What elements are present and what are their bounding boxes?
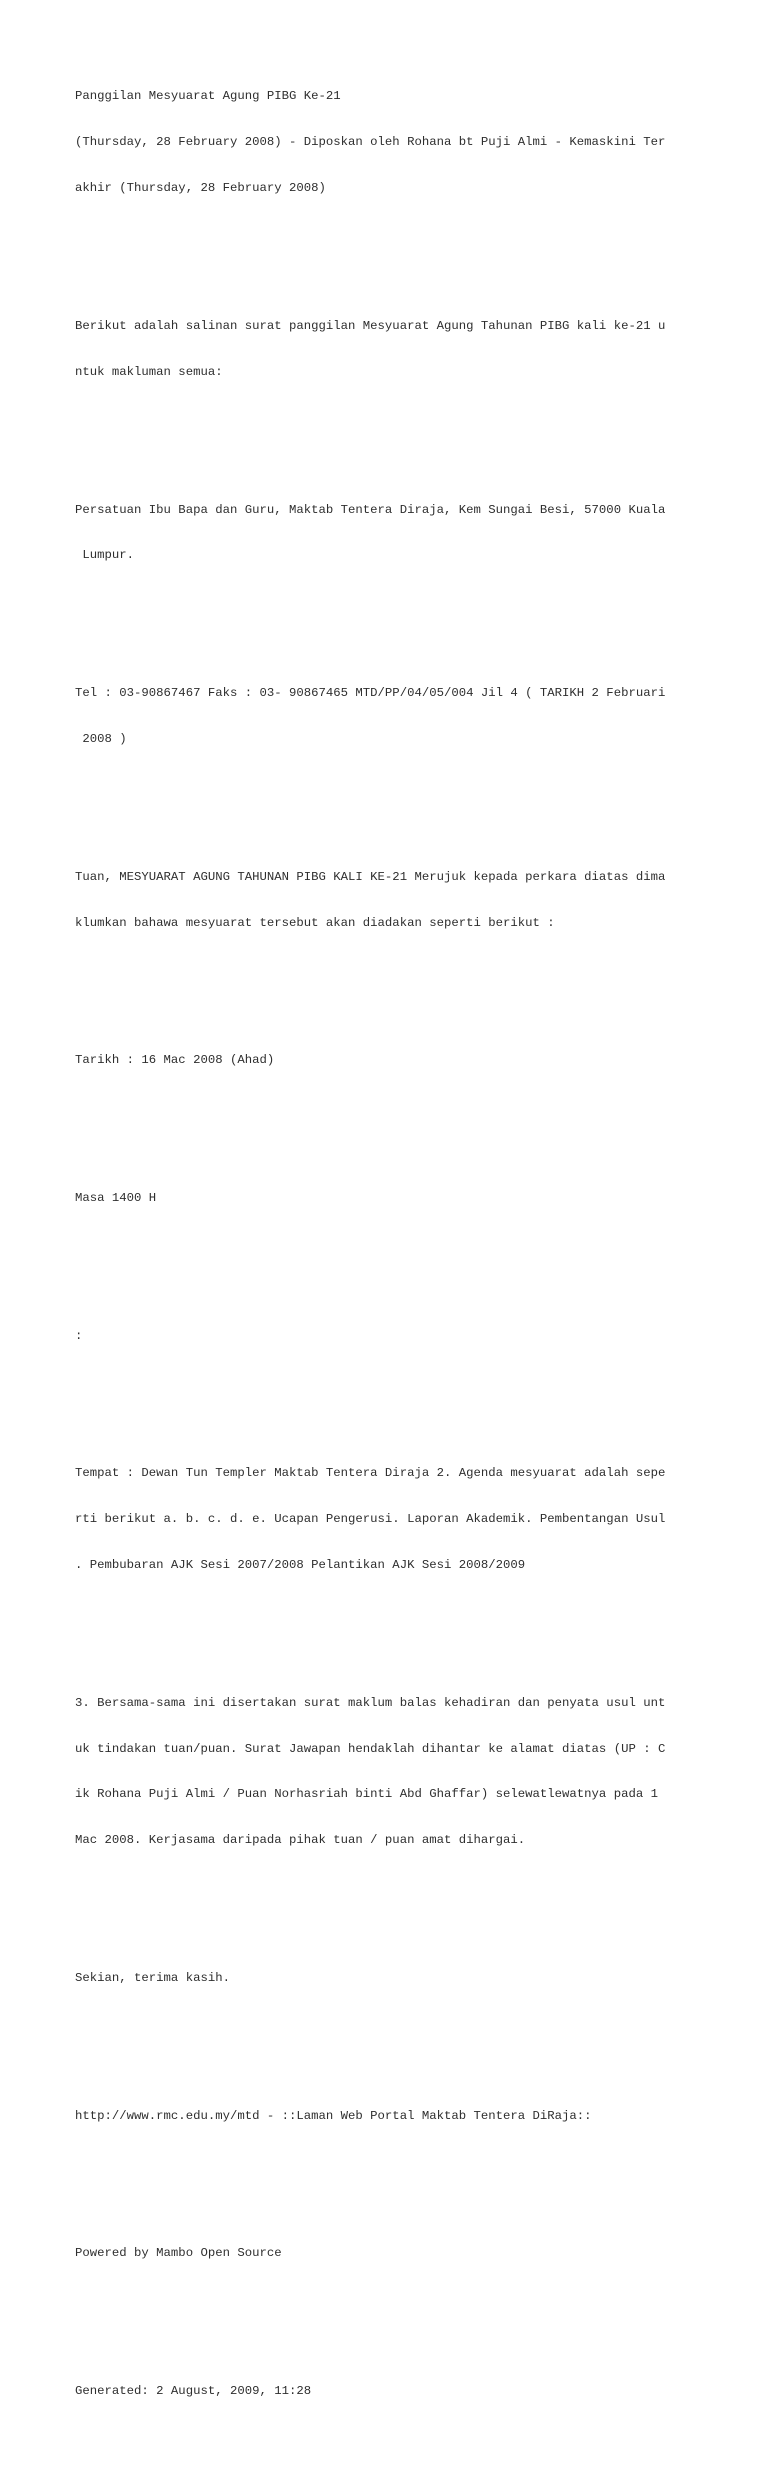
document-meta-line: (Thursday, 28 February 2008) - Diposkan oleh Rohana bt Puji Almi - Kemaskini Ter <box>75 135 666 150</box>
meeting-time <box>75 1160 680 1236</box>
paragraph-line: Persatuan Ibu Bapa dan Guru, Maktab Tentera Diraja, Kem Sungai Besi, 57000 Kuala <box>75 502 666 517</box>
paragraph-line: Tarikh : 16 Mac 2008 (Ahad) <box>75 1053 275 1068</box>
address-paragraph <box>75 472 680 594</box>
document-title: Panggilan Mesyuarat Agung PIBG Ke-21 <box>75 89 341 104</box>
paragraph-line: . Pembubaran AJK Sesi 2007/2008 Pelantikan AJK Sesi 2008/2009 <box>75 1557 526 1572</box>
paragraph-line: Tempat : Dewan Tun Templer Maktab Tentera Diraja 2. Agenda mesyuarat adalah sepe <box>75 1466 666 1481</box>
paragraph-line: : <box>75 1328 83 1343</box>
generated-text: Generated: 2 August, 2009, 11:28 <box>75 2384 312 2399</box>
paragraph-line: Tel : 03-90867467 Faks : 03- 90867465 MTD/PP/04/05/004 Jil 4 ( TARIKH 2 Februari <box>75 686 666 701</box>
paragraph-line: uk tindakan tuan/puan. Surat Jawapan hendaklah dihantar ke alamat diatas (UP : C <box>75 1741 666 1756</box>
paragraph-line: Tuan, MESYUARAT AGUNG TAHUNAN PIBG KALI KE-21 Merujuk kepada perkara diatas dima <box>75 869 666 884</box>
powered-by-text: Powered by Mambo Open Source <box>75 2246 282 2261</box>
source-url <box>75 2078 680 2154</box>
venue-agenda-paragraph <box>75 1436 680 1604</box>
paragraph-line: Mac 2008. Kerjasama daripada pihak tuan / puan amat dihargai. <box>75 1833 526 1848</box>
intro-paragraph <box>75 288 680 410</box>
document-meta-line: akhir (Thursday, 28 February 2008) <box>75 181 326 196</box>
salutation-paragraph <box>75 839 680 961</box>
paragraph-line: klumkan bahawa mesyuarat tersebut akan diadakan seperti berikut : <box>75 915 555 930</box>
closing-paragraph <box>75 1940 680 2016</box>
paragraph-line: Masa 1400 H <box>75 1190 157 1205</box>
paragraph-line: rti berikut a. b. c. d. e. Ucapan Pengerusi. Laporan Akademik. Pembentangan Usul <box>75 1512 666 1527</box>
paragraph-line: ik Rohana Puji Almi / Puan Norhasriah binti Abd Ghaffar) selewatlewatnya pada 1 <box>75 1787 658 1802</box>
meeting-date <box>75 1023 680 1099</box>
colon-separator <box>75 1298 680 1374</box>
document-body <box>75 13 680 2491</box>
attachments-paragraph <box>75 1665 680 1879</box>
paragraph-line: 2008 ) <box>75 731 127 746</box>
powered-by <box>75 2216 680 2292</box>
paragraph-line: Sekian, terima kasih. <box>75 1971 230 1985</box>
source-url-text: http://www.rmc.edu.my/mtd - ::Laman Web Portal Maktab Tentera DiRaja:: <box>75 2108 592 2123</box>
contact-paragraph <box>75 655 680 777</box>
paragraph-line: Lumpur. <box>75 548 135 563</box>
document-title-block <box>75 59 680 227</box>
paragraph-line: ntuk makluman semua: <box>75 364 223 379</box>
paragraph-line: Berikut adalah salinan surat panggilan Mesyuarat Agung Tahunan PIBG kali ke-21 u <box>75 318 666 333</box>
paragraph-line: 3. Bersama-sama ini disertakan surat maklum balas kehadiran dan penyata usul unt <box>75 1695 666 1710</box>
generated-timestamp <box>75 2353 680 2429</box>
